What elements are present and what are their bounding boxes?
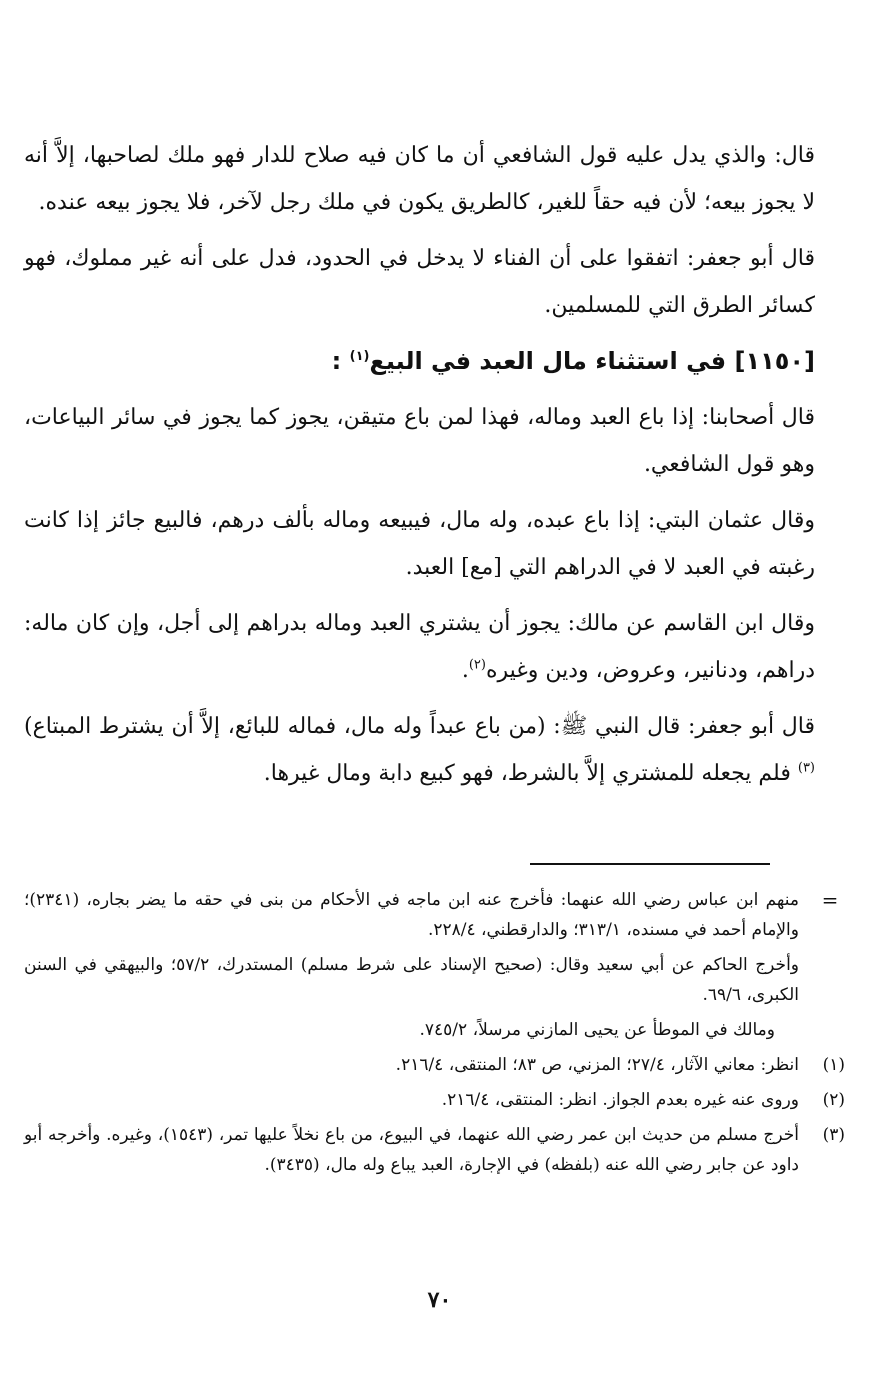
- footnote-1-number: (١): [822, 1055, 845, 1075]
- footnote-2: [24, 1085, 845, 1115]
- main-text: [24, 132, 815, 806]
- paragraph-2: قال أبو جعفر: اتفقوا على أن الفناء لا يدخل في الحدود، فدل على أنه غير مملوك، فهو كسائر الطرق التي للمسلمين.: [24, 246, 815, 318]
- paragraph-6-end: فلم يجعله للمشتري إلاَّ بالشرط، فهو كبيع دابة ومال غيرها.: [263, 761, 798, 786]
- section-heading: [24, 338, 815, 385]
- footnote-3-text: أخرج مسلم من حديث ابن عمر رضي الله عنهما، في البيوع، من باع نخلاً عليها تمر، (١٥٤٣)، وغيره. وأخرجه أبو داود عن جابر رضي الله عنه (بلفظه) في الإجارة، العبد يباع وله مال، (٣٤٣٥).: [24, 1125, 799, 1175]
- footnote-continuation-3: ومالك في الموطأ عن يحيى المازني مرسلاً، ٧٤٥/٢.: [419, 1020, 775, 1040]
- footnote-continuation-1: منهم ابن عباس رضي الله عنهما: فأخرج عنه ابن ماجه في الأحكام من بنى في حقه ما يضر بجاره، (٢٣٤١)؛ والإمام أحمد في مسنده، ٣١٣/١؛ والدارقطني، ٢٢٨/٤.: [24, 890, 799, 940]
- footnote-ref-1: (١): [349, 349, 370, 364]
- footnote-3: [24, 1120, 845, 1180]
- footnote-continuation-2: وأخرج الحاكم عن أبي سعيد وقال: (صحيح الإسناد على شرط مسلم) المستدرك، ٥٧/٢؛ والبيهقي في السنن الكبرى، ٦٩/٦.: [24, 955, 799, 1005]
- section-title: في استثناء مال العبد في البيع: [369, 347, 727, 375]
- paragraph-6: [24, 703, 815, 797]
- page-number: ٧٠: [427, 1287, 452, 1313]
- heading-colon: :: [331, 347, 342, 375]
- footnote-separator: [530, 863, 770, 865]
- footnote-ref-3: (٣): [797, 760, 815, 776]
- footnote-2-number: (٢): [822, 1090, 845, 1110]
- footnote-3-number: (٣): [822, 1125, 845, 1145]
- footnote-2-text: وروى عنه غيره بعدم الجواز. انظر: المنتقى، ٢١٦/٤.: [441, 1090, 799, 1110]
- paragraph-4: وقال عثمان البتي: إذا باع عبده، وله مال، فيبيعه وماله بألف درهم، فالبيع جائز إذا كانت رغبته في العبد لا في الدراهم التي [مع] العبد.: [24, 508, 815, 580]
- footnote-1: [24, 1050, 845, 1080]
- paragraph-5-text: وقال ابن القاسم عن مالك: يجوز أن يشتري العبد وماله بدراهم إلى أجل، وإن كان ماله: دراهم، ودنانير، وعروض، ودين وغيره: [24, 611, 815, 683]
- footnotes: [24, 885, 845, 1185]
- paragraph-5-end: .: [461, 658, 469, 683]
- footnote-ref-2: (٢): [468, 657, 486, 673]
- footnote-1-text: انظر: معاني الآثار، ٢٧/٤؛ المزني، ص ٨٣؛ المنتقى، ٢١٦/٤.: [395, 1055, 799, 1075]
- paragraph-1: قال: والذي يدل عليه قول الشافعي أن ما كان فيه صلاح للدار فهو ملك لصاحبها، إلاَّ أنه لا يجوز بيعه؛ لأن فيه حقاً للغير، كالطريق يكون في ملك رجل لآخر، فلا يجوز بيعه عنده.: [24, 143, 815, 215]
- continuation-mark: =: [821, 888, 839, 912]
- paragraph-3: قال أصحابنا: إذا باع العبد وماله، فهذا لمن باع متيقن، يجوز كما يجوز في سائر البياعات، وهو قول الشافعي.: [24, 405, 815, 477]
- paragraph-6-text: قال أبو جعفر: قال النبي ﷺ: (من باع عبداً وله مال، فماله للبائع، إلاَّ أن يشترط المبتاع): [24, 714, 815, 739]
- section-number: [١١٥٠]: [734, 347, 815, 375]
- paragraph-5: [24, 600, 815, 694]
